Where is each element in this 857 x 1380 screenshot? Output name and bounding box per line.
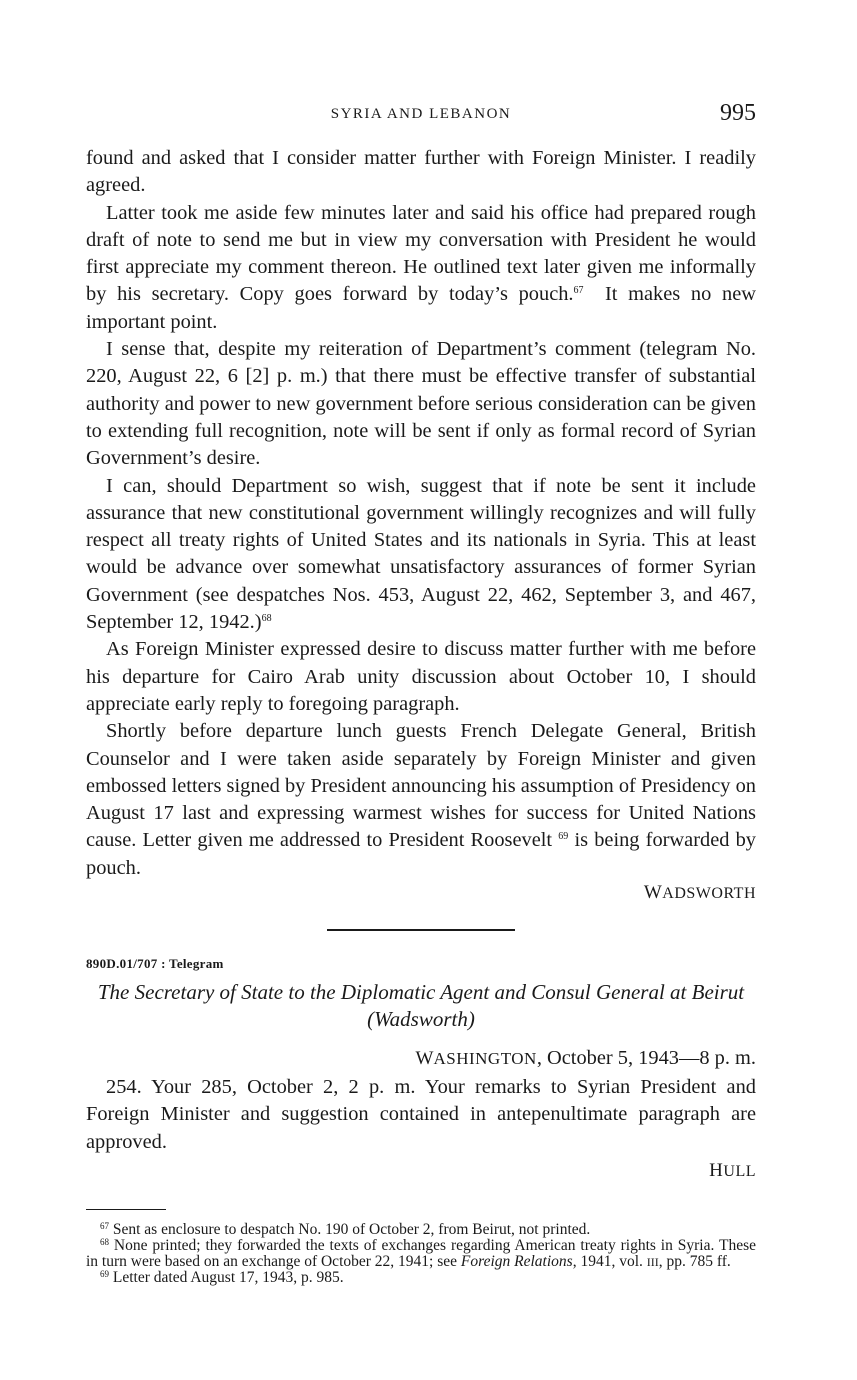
paragraph: Latter took me aside few minutes later and said his office had prepared rough draft of note to send me but in view my conversation with President he would first appreciate my comment thereon. He outlined text later given me informally by his secretary. Copy goes forward by today’s pouch.$^{67}$ It makes no new important point. [86, 201, 757, 333]
footnote-rule [86, 1209, 166, 1210]
paragraph: I sense that, despite my reiteration of Department’s comment (telegram No. 220, August 22, 6 [2] p. m.) that there must be effective transfer of substantial authority and power to new government before serious consideration can be given to extending full recognition, note will be sent if only as formal record of Syrian Government’s desire. [86, 338, 756, 470]
footnote-ref-68[interactable]: 68 [261, 613, 272, 625]
signature-wadsworth: WADSWORTH [643, 882, 756, 904]
running-title: SYRIA AND LEBANON [330, 106, 512, 122]
footnote-68: $^{68}$ None printed; they forwarded the texts of exchanges regarding American treaty rights in Syria. These in turn were based on an exchange of October 22, 1941; see Foreign Relations, 1941, vol. III, pp. 785 ff. [86, 1236, 756, 1270]
running-head [86, 100, 756, 130]
document-body [86, 145, 756, 1286]
document-heading: The Secretary of State to the Diplomatic Agent and Consul General at Beirut (Wadsworth) [97, 980, 745, 1032]
paragraph: As Foreign Minister expressed desire to discuss matter further with me before his departure for Cairo Arab unity discussion about October 10, I should appreciate early reply to foregoing paragraph. [86, 638, 756, 715]
paragraph-continued: found and asked that I consider matter further with Foreign Minister. I readily agreed. [86, 147, 756, 197]
paragraph: I can, should Department so wish, suggest that if note be sent it include assurance that new constitutional government willingly recognizes and will fully respect all treaty rights of United States and its nationals in Syria. This at least would be advance over somewhat unsatisfactory assurances of former Syrian Government (see despatches Nos. 453, August 22, 462, September 3, and 467, September 12, 1942.)$^{68}$ [86, 474, 756, 634]
telegram-body: 254. Your 285, October 2, 2 p. m. Your remarks to Syrian President and Foreign Minister and suggestion contained in antepenultimate paragraph are approved. [86, 1076, 756, 1153]
file-identifier: 890D.01/707 : Telegram [86, 956, 224, 972]
footnote-67: $^{67}$ Sent as enclosure to despatch No. 190 of October 2, from Beirut, not printed. [100, 1220, 591, 1238]
section-divider [327, 929, 515, 931]
footnote-ref-69[interactable]: 69 [558, 831, 569, 843]
page-number: 995 [720, 100, 756, 126]
footnote-69: $^{69}$ Letter dated August 17, 1943, p. 985. [100, 1268, 344, 1286]
signature-hull: HULL [709, 1159, 756, 1181]
footnote-ref-67[interactable]: 67 [573, 285, 584, 297]
dateline: WASHINGTON, October 5, 1943—8 p. m. [415, 1047, 756, 1070]
paragraph: Shortly before departure lunch guests French Delegate General, British Counselor and I were taken aside separately by Foreign Minister and given embossed letters signed by President announcing his assumption of Presidency on August 17 last and expressing warmest wishes for success for United Nations cause. Letter given me addressed to President Roosevelt $^{69}$ is being forwarded by pouch. [86, 720, 756, 879]
